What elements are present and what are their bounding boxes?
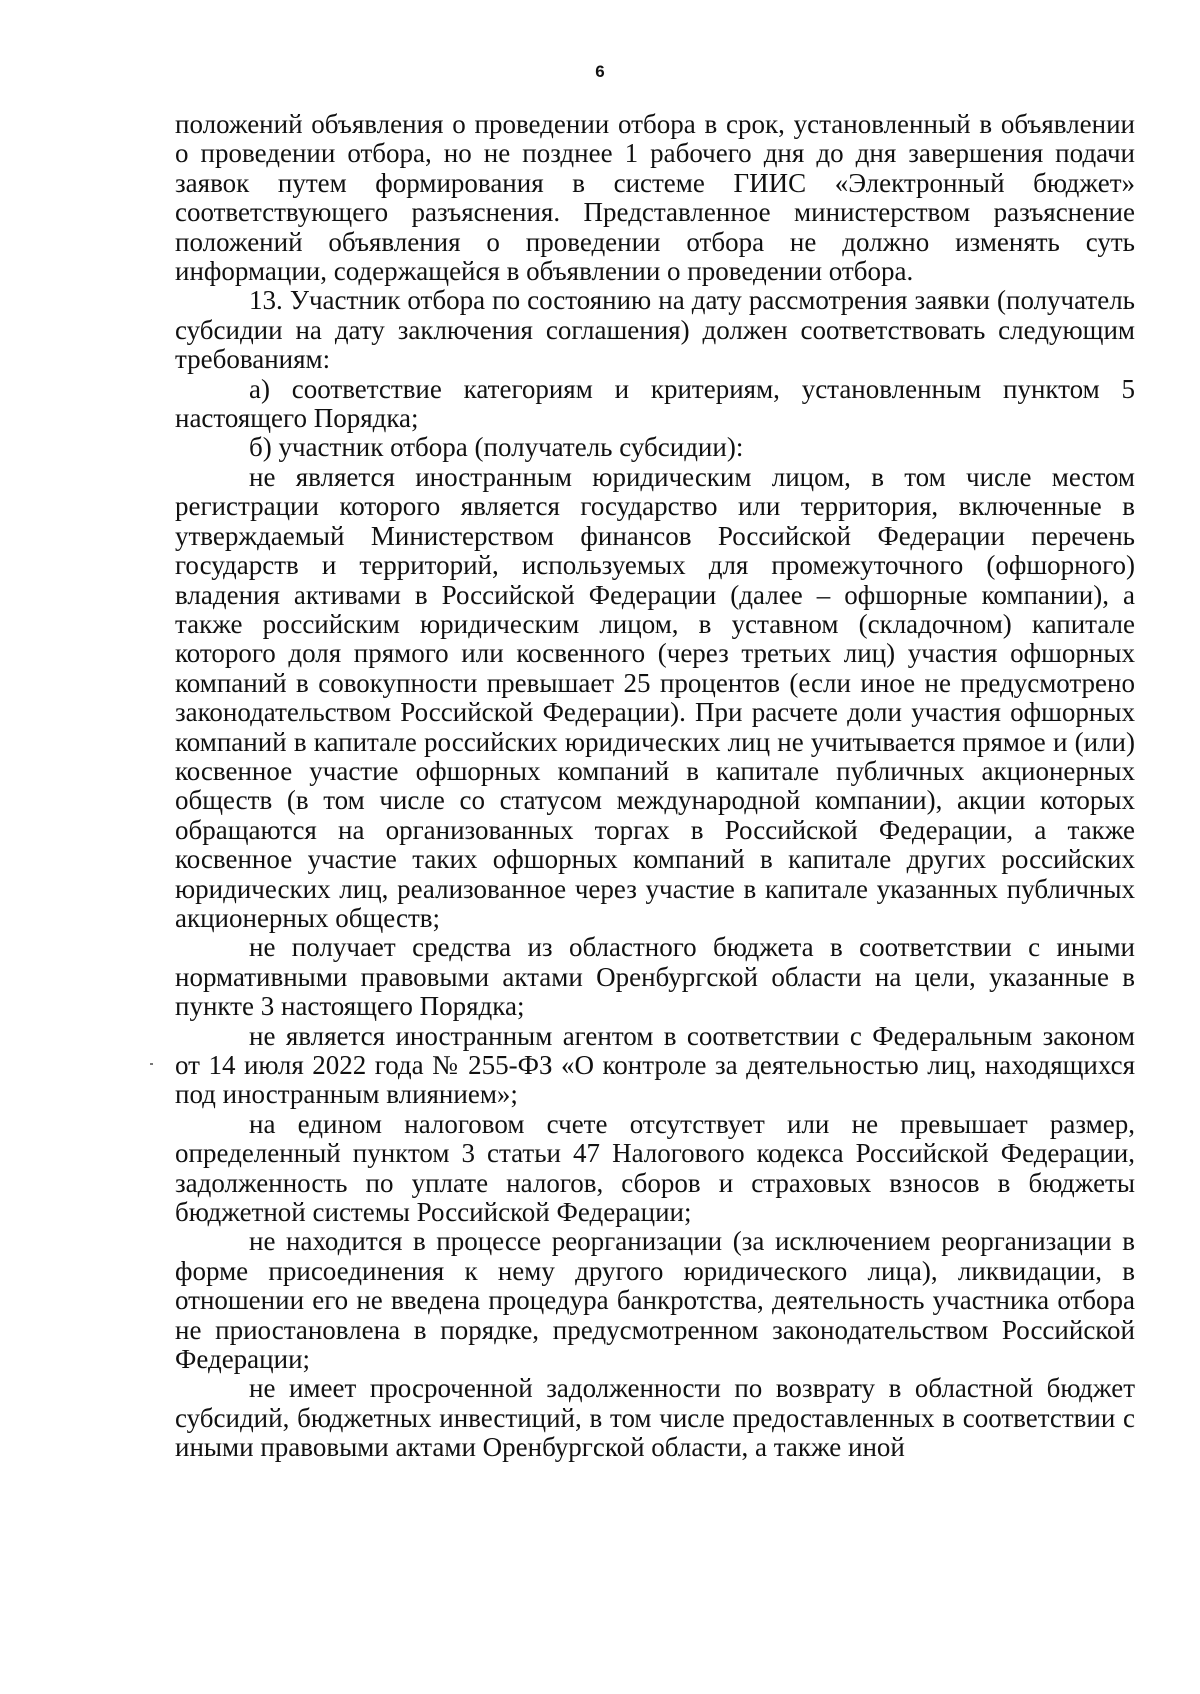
paragraph-reorganization-requirement: не находится в процессе реорганизации (за исключением реорганизации в форме присоединения к нему другого юридического лица), ликвидации, в отношении его не введена процедура банкротства, деятельность участника отбора не приостановлена в порядке, предусмотренном законодательством Российской Федерации; xyxy=(175,1226,1135,1375)
paragraph-overdue-debt-requirement: не имеет просроченной задолженности по возврату в областной бюджет субсидий, бюджетных инвестиций, в том числе предоставленных в соответствии с иными правовыми актами Оренбургской области, а также иной xyxy=(175,1373,1135,1463)
paragraph-tax-debt-requirement: на едином налоговом счете отсутствует или не превышает размер, определенный пунктом 3 статьи 47 Налогового кодекса Российской Федерации, задолженность по уплате налогов, сборов и страховых взносов в бюджеты бюджетной системы Российской Федерации; xyxy=(175,1108,1135,1228)
paragraph-continuation: положений объявления о проведении отбора в срок, установленный в объявлении о проведении отбора, но не позднее 1 рабочего дня до дня завершения подачи заявок путем формирования в системе ГИИС «Электронный бюджет» соответствующего разъяснения. Представленное министерством разъяснение положений объявления о проведении отбора не должно изменять суть информации, содержащейся в объявлении о проведении отбора. xyxy=(175,109,1135,287)
scan-artifact xyxy=(150,1063,153,1065)
paragraph-budget-funds-requirement: не получает средства из областного бюджета в соответствии с иными нормативными правовыми актами Оренбургской области на цели, указанные в пункте 3 настоящего Порядка; xyxy=(175,932,1135,1022)
paragraph-subitem-b: б) участник отбора (получатель субсидии): xyxy=(249,432,744,463)
page-number: 6 xyxy=(595,62,605,81)
paragraph-item-13: 13. Участник отбора по состоянию на дату рассмотрения заявки (получатель субсидии на дату заключения соглашения) должен соответствовать следующим требованиям: xyxy=(175,285,1135,375)
paragraph-offshore-requirement: не является иностранным юридическим лицом, в том числе местом регистрации которого является государство или территория, включенные в утверждаемый Министерством финансов Российской Федерации перечень государств и территорий, используемых для промежуточного (офшорного) владения активами в Российской Федерации (далее – офшорные компании), а также российским юридическим лицом, в уставном (складочном) капитале которого доля прямого или косвенного (через третьих лиц) участия офшорных компаний в совокупности превышает 25 процентов (если иное не предусмотрено законодательством Российской Федерации). При расчете доли участия офшорных компаний в капитале российских юридических лиц не учитывается прямое и (или) косвенное участие офшорных компаний в капитале публичных акционерных обществ (в том числе со статусом международной компании), акции которых обращаются на организованных торгах в Российской Федерации, а также косвенное участие таких офшорных компаний в капитале других российских юридических лиц, реализованное через участие в капитале указанных публичных акционерных обществ; xyxy=(175,461,1135,933)
paragraph-foreign-agent-requirement: не является иностранным агентом в соответствии с Федеральным законом от 14 июля 2022 года № 255-ФЗ «О контроле за деятельностью лиц, находящихся под иностранным влиянием»; xyxy=(175,1020,1135,1110)
document-body xyxy=(175,110,1135,1463)
paragraph-subitem-a: а) соответствие категориям и критериям, установленным пунктом 5 настоящего Порядка; xyxy=(175,373,1135,434)
